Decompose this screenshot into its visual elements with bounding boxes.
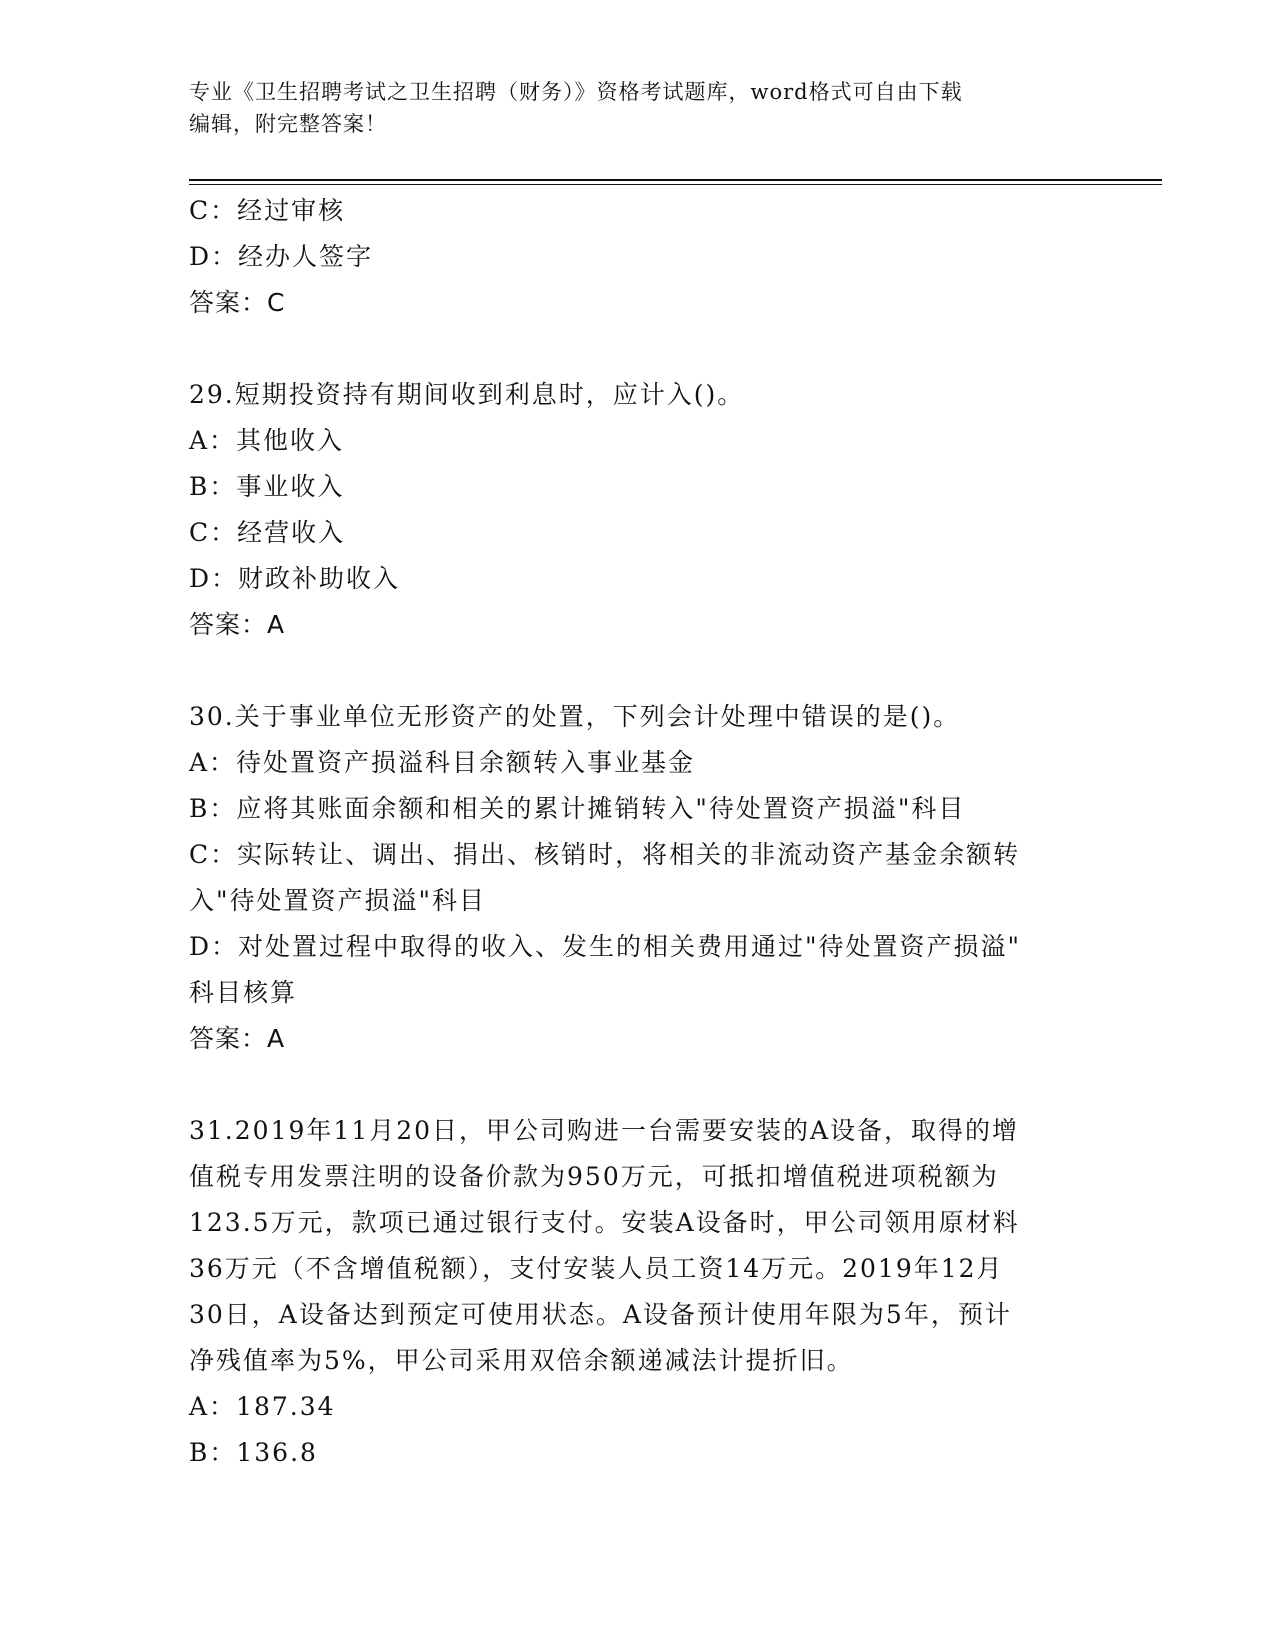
option-d: D：经办人签字 [189, 242, 374, 271]
option-a: A：187.34 [189, 1392, 336, 1421]
page-header [189, 76, 1089, 140]
option-d-line-2: 科目核算 [189, 978, 298, 1007]
header-divider-thin [189, 184, 1162, 185]
question-31 [189, 1108, 1089, 1476]
option-c-line-2: 入"待处置资产损溢"科目 [189, 886, 486, 915]
spacer [189, 1062, 1089, 1108]
option-a: A：其他收入 [189, 426, 345, 455]
option-d-line-1: D：对处置过程中取得的收入、发生的相关费用通过"待处置资产损溢" [189, 932, 1022, 961]
option-a: A：待处置资产损溢科目余额转入事业基金 [189, 748, 696, 777]
question-stem: 30.关于事业单位无形资产的处置，下列会计处理中错误的是()。 [189, 702, 961, 731]
answer: 答案：A [189, 1024, 286, 1053]
option-c-line-1: C：实际转让、调出、捐出、核销时，将相关的非流动资产基金余额转 [189, 840, 1021, 869]
header-line-1: 专业《卫生招聘考试之卫生招聘（财务）》资格考试题库，word格式可自由下载 [189, 80, 963, 104]
answer: 答案：C [189, 288, 286, 317]
option-b: B：136.8 [189, 1438, 318, 1467]
question-stem-line-6: 净残值率为5%，甲公司采用双倍余额递减法计提折旧。 [189, 1346, 854, 1375]
question-stem-line-3: 123.5万元，款项已通过银行支付。安装A设备时，甲公司领用原材料 [189, 1208, 1020, 1237]
answer: 答案：A [189, 610, 286, 639]
option-b: B：事业收入 [189, 472, 345, 501]
question-stem-line-5: 30日，A设备达到预定可使用状态。A设备预计使用年限为5年，预计 [189, 1300, 1012, 1329]
header-line-2: 编辑，附完整答案！ [189, 112, 387, 136]
question-stem-line-4: 36万元（不含增值税额），支付安装人员工资14万元。2019年12月 [189, 1254, 1004, 1283]
option-c: C：经过审核 [189, 196, 346, 225]
question-content [189, 188, 1089, 1476]
question-30 [189, 694, 1089, 1062]
option-b: B：应将其账面余额和相关的累计摊销转入"待处置资产损溢"科目 [189, 794, 966, 823]
option-d: D：财政补助收入 [189, 564, 401, 593]
question-stem-line-1: 31.2019年11月20日，甲公司购进一台需要安装的A设备，取得的增 [189, 1116, 1020, 1145]
question-stem: 29.短期投资持有期间收到利息时，应计入()。 [189, 380, 745, 409]
question-29 [189, 372, 1089, 648]
question-stem-line-2: 值税专用发票注明的设备价款为950万元，可抵扣增值税进项税额为 [189, 1162, 999, 1191]
spacer [189, 648, 1089, 694]
question-28-tail [189, 188, 1089, 326]
header-divider-thick [189, 179, 1162, 181]
option-c: C：经营收入 [189, 518, 346, 547]
spacer [189, 326, 1089, 372]
